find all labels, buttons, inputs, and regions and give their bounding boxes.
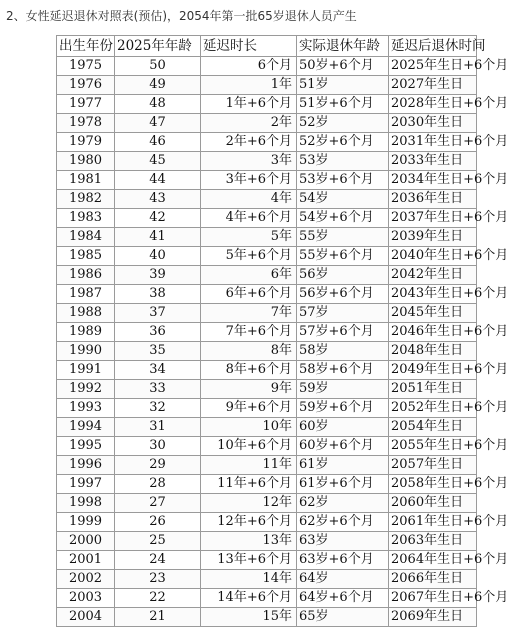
cell-birth-year: 1998 [57,494,115,513]
table-row [57,494,477,513]
cell-actual-retire-age: 59岁 [297,380,389,399]
cell-retire-time: 2069年生日 [389,608,477,627]
cell-actual-retire-age: 60岁+6个月 [297,437,389,456]
cell-retire-time: 2028年生日+6个月 [389,95,477,114]
cell-actual-retire-age: 55岁 [297,228,389,247]
cell-delay-length: 11年 [201,456,297,475]
cell-actual-retire-age: 61岁 [297,456,389,475]
cell-delay-length: 2年 [201,114,297,133]
table-row [57,418,477,437]
cell-retire-time: 2066年生日 [389,570,477,589]
table-row [57,456,477,475]
cell-age-2025: 21 [115,608,201,627]
table-header-row [57,36,477,57]
table-row [57,361,477,380]
cell-delay-length: 8年+6个月 [201,361,297,380]
cell-retire-time: 2058年生日+6个月 [389,475,477,494]
table-row [57,57,477,76]
cell-actual-retire-age: 57岁+6个月 [297,323,389,342]
cell-actual-retire-age: 53岁+6个月 [297,171,389,190]
cell-birth-year: 1983 [57,209,115,228]
cell-actual-retire-age: 52岁 [297,114,389,133]
cell-delay-length: 4年+6个月 [201,209,297,228]
cell-actual-retire-age: 53岁 [297,152,389,171]
cell-actual-retire-age: 63岁+6个月 [297,551,389,570]
table-row [57,266,477,285]
cell-retire-time: 2048年生日 [389,342,477,361]
cell-retire-time: 2033年生日 [389,152,477,171]
cell-birth-year: 1980 [57,152,115,171]
cell-actual-retire-age: 60岁 [297,418,389,437]
cell-age-2025: 24 [115,551,201,570]
cell-retire-time: 2027年生日 [389,76,477,95]
cell-age-2025: 49 [115,76,201,95]
cell-delay-length: 1年+6个月 [201,95,297,114]
table-row [57,304,477,323]
retirement-table-image [56,35,508,627]
cell-retire-time: 2060年生日 [389,494,477,513]
cell-age-2025: 22 [115,589,201,608]
table-row [57,285,477,304]
cell-delay-length: 5年 [201,228,297,247]
cell-age-2025: 37 [115,304,201,323]
cell-retire-time: 2031年生日+6个月 [389,133,477,152]
cell-retire-time: 2055年生日+6个月 [389,437,477,456]
header-retire-time: 延迟后退休时间 [389,36,477,57]
cell-delay-length: 15年 [201,608,297,627]
cell-birth-year: 1985 [57,247,115,266]
cell-birth-year: 1986 [57,266,115,285]
cell-actual-retire-age: 61岁+6个月 [297,475,389,494]
cell-birth-year: 1991 [57,361,115,380]
cell-delay-length: 8年 [201,342,297,361]
cell-actual-retire-age: 62岁 [297,494,389,513]
table-row [57,342,477,361]
header-age-2025: 2025年年龄 [115,36,201,57]
cell-actual-retire-age: 65岁 [297,608,389,627]
cell-age-2025: 27 [115,494,201,513]
cell-retire-time: 2030年生日 [389,114,477,133]
cell-delay-length: 3年 [201,152,297,171]
cell-retire-time: 2049年生日+6个月 [389,361,477,380]
cell-birth-year: 1990 [57,342,115,361]
cell-actual-retire-age: 54岁+6个月 [297,209,389,228]
cell-age-2025: 29 [115,456,201,475]
cell-age-2025: 28 [115,475,201,494]
cell-retire-time: 2046年生日+6个月 [389,323,477,342]
cell-age-2025: 30 [115,437,201,456]
cell-delay-length: 6年 [201,266,297,285]
cell-retire-time: 2036年生日 [389,190,477,209]
cell-birth-year: 1996 [57,456,115,475]
cell-birth-year: 2003 [57,589,115,608]
cell-retire-time: 2064年生日+6个月 [389,551,477,570]
cell-birth-year: 1979 [57,133,115,152]
retirement-table [56,35,508,627]
cell-retire-time: 2063年生日 [389,532,477,551]
cell-delay-length: 13年+6个月 [201,551,297,570]
cell-age-2025: 39 [115,266,201,285]
cell-birth-year: 1997 [57,475,115,494]
cell-actual-retire-age: 58岁 [297,342,389,361]
cell-birth-year: 1988 [57,304,115,323]
cell-delay-length: 9年 [201,380,297,399]
table-row [57,437,477,456]
cell-age-2025: 31 [115,418,201,437]
cell-birth-year: 1977 [57,95,115,114]
cell-birth-year: 1993 [57,399,115,418]
cell-delay-length: 12年 [201,494,297,513]
cell-retire-time: 2034年生日+6个月 [389,171,477,190]
table-body [57,57,508,627]
table-row [57,513,477,532]
cell-birth-year: 2001 [57,551,115,570]
cell-delay-length: 7年 [201,304,297,323]
table-row [57,608,477,627]
table-row [57,152,477,171]
cell-birth-year: 1976 [57,76,115,95]
cell-delay-length: 6个月 [201,57,297,76]
cell-actual-retire-age: 55岁+6个月 [297,247,389,266]
cell-retire-time: 2039年生日 [389,228,477,247]
cell-age-2025: 33 [115,380,201,399]
table-row [57,76,477,95]
table-row [57,171,477,190]
table-row [57,190,477,209]
cell-birth-year: 1982 [57,190,115,209]
cell-birth-year: 2000 [57,532,115,551]
cell-birth-year: 1999 [57,513,115,532]
cell-age-2025: 42 [115,209,201,228]
cell-age-2025: 35 [115,342,201,361]
cell-actual-retire-age: 54岁 [297,190,389,209]
cell-actual-retire-age: 50岁+6个月 [297,57,389,76]
cell-retire-time: 2067年生日+6个月 [389,589,477,608]
cell-age-2025: 38 [115,285,201,304]
table-row [57,133,477,152]
cell-delay-length: 1年 [201,76,297,95]
cell-birth-year: 2002 [57,570,115,589]
cell-age-2025: 47 [115,114,201,133]
cell-actual-retire-age: 59岁+6个月 [297,399,389,418]
cell-birth-year: 1989 [57,323,115,342]
cell-actual-retire-age: 62岁+6个月 [297,513,389,532]
cell-retire-time: 2037年生日+6个月 [389,209,477,228]
cell-retire-time: 2025年生日+6个月 [389,57,477,76]
cell-birth-year: 2004 [57,608,115,627]
cell-delay-length: 10年 [201,418,297,437]
cell-retire-time: 2043年生日+6个月 [389,285,477,304]
cell-retire-time: 2045年生日 [389,304,477,323]
cell-age-2025: 25 [115,532,201,551]
cell-birth-year: 1984 [57,228,115,247]
cell-delay-length: 5年+6个月 [201,247,297,266]
cell-retire-time: 2054年生日 [389,418,477,437]
cell-age-2025: 36 [115,323,201,342]
cell-age-2025: 46 [115,133,201,152]
cell-retire-time: 2061年生日+6个月 [389,513,477,532]
page-caption: 2、女性延迟退休对照表(预估)，2054年第一批65岁退休人员产生 [6,9,357,23]
cell-actual-retire-age: 51岁 [297,76,389,95]
cell-actual-retire-age: 58岁+6个月 [297,361,389,380]
cell-actual-retire-age: 51岁+6个月 [297,95,389,114]
cell-birth-year: 1978 [57,114,115,133]
table-row [57,209,477,228]
cell-age-2025: 44 [115,171,201,190]
cell-retire-time: 2042年生日 [389,266,477,285]
cell-actual-retire-age: 52岁+6个月 [297,133,389,152]
cell-delay-length: 10年+6个月 [201,437,297,456]
cell-age-2025: 34 [115,361,201,380]
table-row [57,399,477,418]
cell-age-2025: 32 [115,399,201,418]
cell-birth-year: 1975 [57,57,115,76]
cell-delay-length: 6年+6个月 [201,285,297,304]
cell-actual-retire-age: 64岁+6个月 [297,589,389,608]
cell-retire-time: 2051年生日 [389,380,477,399]
table-row [57,475,477,494]
cell-birth-year: 1992 [57,380,115,399]
cell-delay-length: 9年+6个月 [201,399,297,418]
table-row [57,380,477,399]
cell-delay-length: 14年+6个月 [201,589,297,608]
table-row [57,570,477,589]
cell-age-2025: 45 [115,152,201,171]
cell-delay-length: 11年+6个月 [201,475,297,494]
cell-delay-length: 2年+6个月 [201,133,297,152]
table-row [57,551,477,570]
header-delay-length: 延迟时长 [201,36,297,57]
cell-delay-length: 12年+6个月 [201,513,297,532]
cell-actual-retire-age: 57岁 [297,304,389,323]
cell-age-2025: 50 [115,57,201,76]
cell-retire-time: 2040年生日+6个月 [389,247,477,266]
cell-delay-length: 7年+6个月 [201,323,297,342]
cell-retire-time: 2052年生日+6个月 [389,399,477,418]
table-row [57,323,477,342]
cell-delay-length: 14年 [201,570,297,589]
header-birth-year: 出生年份 [57,36,115,57]
cell-retire-time: 2057年生日 [389,456,477,475]
cell-age-2025: 26 [115,513,201,532]
cell-delay-length: 13年 [201,532,297,551]
cell-age-2025: 43 [115,190,201,209]
cell-age-2025: 23 [115,570,201,589]
cell-actual-retire-age: 56岁+6个月 [297,285,389,304]
cell-age-2025: 40 [115,247,201,266]
cell-delay-length: 4年 [201,190,297,209]
cell-birth-year: 1995 [57,437,115,456]
cell-actual-retire-age: 63岁 [297,532,389,551]
table-row [57,532,477,551]
cell-actual-retire-age: 64岁 [297,570,389,589]
table-row [57,247,477,266]
table-row [57,228,477,247]
cell-delay-length: 3年+6个月 [201,171,297,190]
table-row [57,95,477,114]
table-row [57,114,477,133]
table-row [57,589,477,608]
cell-birth-year: 1981 [57,171,115,190]
cell-birth-year: 1987 [57,285,115,304]
cell-age-2025: 48 [115,95,201,114]
cell-actual-retire-age: 56岁 [297,266,389,285]
header-actual-retire-age: 实际退休年龄 [297,36,389,57]
cell-age-2025: 41 [115,228,201,247]
cell-birth-year: 1994 [57,418,115,437]
